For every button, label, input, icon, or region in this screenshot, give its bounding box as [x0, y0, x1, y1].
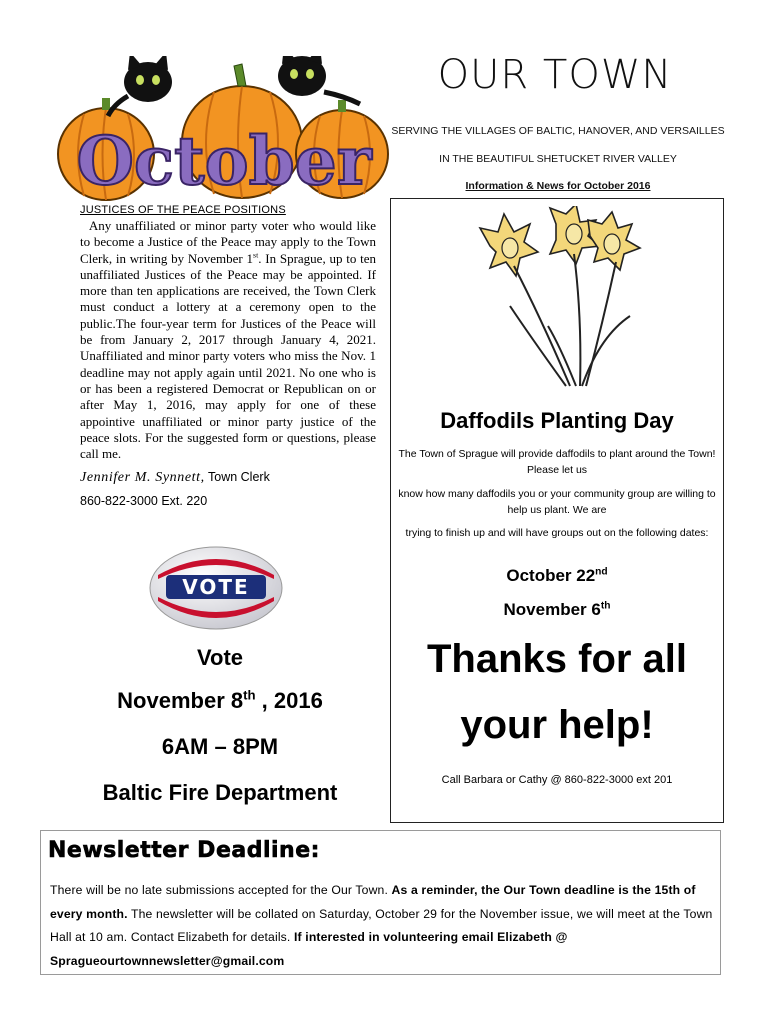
clerk-name: Jennifer M. Synnett,	[80, 470, 205, 485]
justices-heading: JUSTICES OF THE PEACE POSITIONS	[80, 204, 286, 216]
planting-date-2-text: November 6	[503, 600, 601, 619]
planting-date-2-sup: th	[600, 600, 611, 612]
daffodils-paragraph-3: trying to finish up and will have groups out on the following dates:	[405, 527, 709, 539]
daffodil-icon	[470, 206, 655, 396]
justices-body-text-2: . In Sprague, up to ten unaffiliated Justices of the Peace may be appointed. If more than ten applications are received, the Town Clerk must conduct a lottery at a ceremony open to the public.The four-year term for Justices of the Peace will be from January 2, 2017 through January 4, 2021. Unaffiliated and minor party voters who miss the Nov. 1 deadline may not apply again until 2021. No one who is or has been a registered Democrat or Republican on or after May 1, 2016, may apply for one of these appointive unaffiliated or minor party justice of the peace slots. For the suggested form or questions, please call me.	[80, 250, 377, 462]
black-cat-icon	[108, 56, 172, 116]
contact-line: Call Barbara or Cathy @ 860-822-3000 ext 201	[441, 774, 673, 786]
deadline-text	[50, 879, 715, 973]
planting-date-1	[390, 566, 724, 586]
valley-subtitle: IN THE BEAUTIFUL SHETUCKET RIVER VALLEY	[439, 153, 677, 165]
thanks-line-2: your help!	[460, 703, 654, 747]
vote-date	[80, 688, 360, 714]
clerk-phone: 860-822-3000 Ext. 220	[80, 494, 208, 508]
vote-time: 6AM – 8PM	[161, 734, 279, 759]
deadline-title: Newsletter Deadline:	[48, 838, 320, 863]
black-cat-icon	[278, 56, 360, 104]
daffodils-paragraph-2: know how many daffodils you or your community group are willing to help us plant. We are	[398, 488, 716, 516]
justices-body-sup: st	[253, 250, 259, 260]
masthead	[395, 52, 715, 98]
thanks-line-1: Thanks for all	[426, 637, 688, 681]
deadline-bold-1: As a reminder, the Our Town deadline is the 15th of every month.	[50, 883, 696, 921]
villages-subtitle: SERVING THE VILLAGES OF BALTIC, HANOVER, AND VERSAILLES	[391, 125, 725, 137]
vote-button-icon	[148, 545, 284, 631]
deadline-email-link[interactable]: If interested in volunteering email Elizabeth @ Spragueourtownnewsletter@gmail.com	[50, 930, 568, 968]
vote-date-sup: th	[243, 687, 256, 703]
daffodils-title: Daffodils Planting Day	[440, 408, 674, 433]
october-lettering: October	[76, 122, 372, 200]
issue-info-line: Information & News for October 2016	[465, 180, 651, 192]
daffodils-paragraph-1: The Town of Sprague will provide daffodils to plant around the Town! Please let us	[398, 448, 716, 476]
planting-date-1-sup: nd	[595, 566, 608, 578]
planting-date-2	[390, 600, 724, 620]
deadline-text-2: The newsletter will be collated on Saturday, October 29 for the November issue, we will meet at the Town Hall at 10 am. Contact Elizabeth for details.	[50, 906, 713, 944]
planting-date-1-text: October 22	[506, 566, 596, 585]
clerk-title: Town Clerk	[204, 470, 270, 484]
vote-date-suffix: , 2016	[255, 688, 323, 713]
deadline-text-1: There will be no late submissions accepted for the Our Town.	[50, 883, 392, 897]
october-pumpkins-illustration	[44, 56, 394, 206]
newsletter-title: OUR TOWN	[437, 52, 673, 98]
justices-body-text-1: Any unaffiliated or minor party voter who would like to become a Justice of the Peace may apply to the Town Clerk, in writing by November 1	[80, 218, 377, 266]
clerk-signature	[80, 470, 380, 486]
vote-badge-text: VOTE	[182, 575, 250, 599]
vote-heading: Vote	[196, 645, 244, 670]
justices-body	[80, 218, 376, 462]
vote-place: Baltic Fire Department	[102, 780, 338, 805]
vote-date-prefix: November 8	[117, 688, 244, 713]
justices-article	[80, 204, 376, 462]
